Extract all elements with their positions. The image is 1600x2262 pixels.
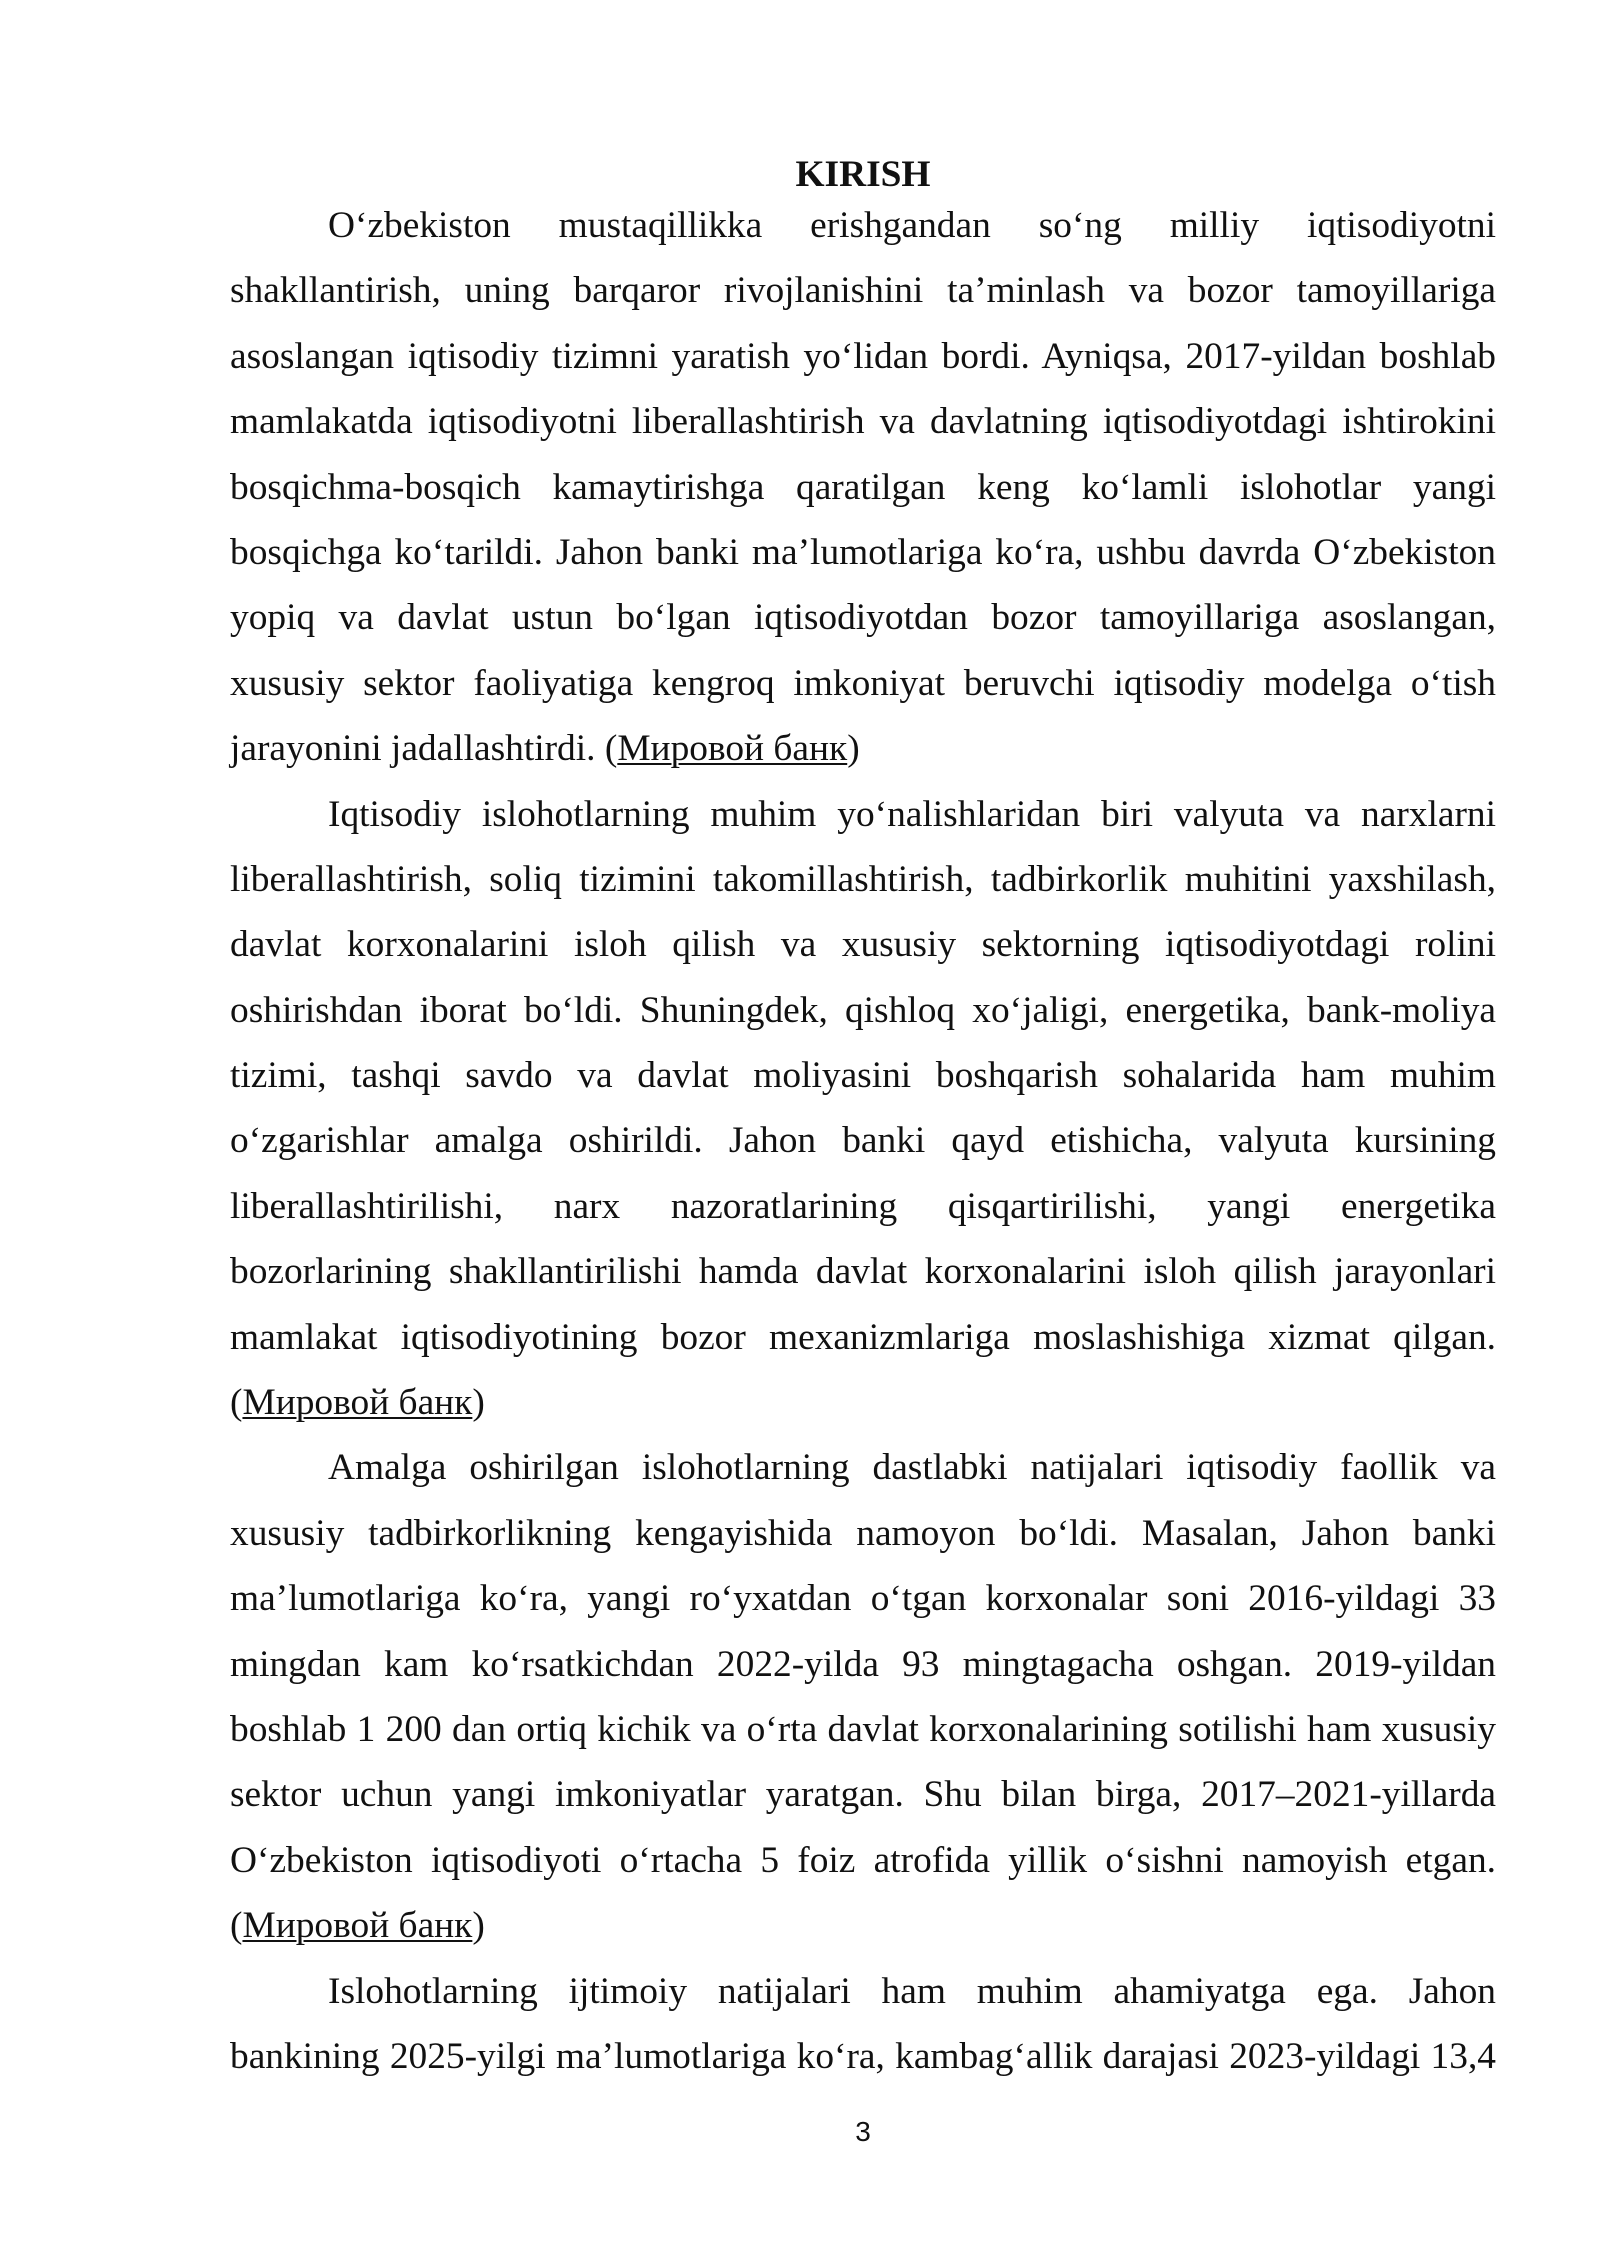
- paragraph-line: yopiq va davlat ustun bo‘lgan iqtisodiyotdan bozor tamoyillariga asoslangan,: [230, 597, 1496, 639]
- paragraph-line: mamlakatda iqtisodiyotni liberallashtirish va davlatning iqtisodiyotdagi ishtirokini: [230, 401, 1496, 443]
- paragraph-line: bosqichga ko‘tarildi. Jahon banki ma’lumotlariga ko‘ra, ushbu davrda O‘zbekiston: [230, 531, 1496, 573]
- citation-open-paren: (: [230, 1905, 243, 1947]
- citation-close-paren: ): [472, 1905, 485, 1947]
- paragraph-2: [230, 782, 1496, 1436]
- citation-close-paren: ): [847, 728, 860, 770]
- paragraph-line: xususiy sektor faoliyatiga kengroq imkoniyat beruvchi iqtisodiy modelga o‘tish: [230, 662, 1496, 704]
- paragraph-line: davlat korxonalarini isloh qilish va xususiy sektorning iqtisodiyotdagi rolini: [230, 924, 1496, 966]
- paragraph-line: mamlakat iqtisodiyotining bozor mexanizmlariga moslashishiga xizmat qilgan.: [230, 1316, 1496, 1358]
- paragraph-line-text: jarayonini jadallashtirdi.: [230, 728, 596, 770]
- paragraph-line: sektor uchun yangi imkoniyatlar yaratgan. Shu bilan birga, 2017–2021-yillarda: [230, 1774, 1496, 1816]
- document-body: [230, 193, 1496, 2089]
- paragraph-line: Amalga oshirilgan islohotlarning dastlabki natijalari iqtisodiy faollik va: [328, 1447, 1496, 1489]
- paragraph-line: Iqtisodiy islohotlarning muhim yo‘nalishlaridan biri valyuta va narxlarni: [328, 793, 1496, 835]
- paragraph-4: [230, 1959, 1496, 2090]
- paragraph-line: liberallashtirilishi, narx nazoratlarining qisqartirilishi, yangi energetika: [230, 1185, 1496, 1227]
- citation-open-paren: (: [230, 1382, 243, 1424]
- paragraph-line: asoslangan iqtisodiy tizimni yaratish yo‘lidan bordi. Ayniqsa, 2017-yildan boshlab: [230, 335, 1496, 377]
- citation-link[interactable]: Мировой банк: [242, 1382, 473, 1424]
- paragraph-line: bankining 2025-yilgi ma’lumotlariga ko‘ra, kambag‘allik darajasi 2023-yildagi 13,4: [230, 2035, 1496, 2077]
- paragraph-line: boshlab 1 200 dan ortiq kichik va o‘rta davlat korxonalarining sotilishi ham xususiy: [230, 1708, 1496, 1750]
- paragraph-1: [230, 193, 1496, 782]
- paragraph-line: oshirishdan iborat bo‘ldi. Shuningdek, qishloq xo‘jaligi, energetika, bank-moliya: [230, 989, 1496, 1031]
- paragraph-line: tizimi, tashqi savdo va davlat moliyasini boshqarish sohalarida ham muhim: [230, 1055, 1496, 1097]
- citation-link[interactable]: Мировой банк: [617, 728, 848, 770]
- paragraph-line: bosqichma-bosqich kamaytirishga qaratilgan keng ko‘lamli islohotlar yangi: [230, 466, 1496, 508]
- paragraph-line: liberallashtirish, soliq tizimini takomillashtirish, tadbirkorlik muhitini yaxshilash,: [230, 858, 1496, 900]
- paragraph-3: [230, 1435, 1496, 1958]
- citation-close-paren: ): [472, 1382, 485, 1424]
- paragraph-last-line: [230, 1370, 1496, 1435]
- citation-link[interactable]: Мировой банк: [242, 1905, 473, 1947]
- paragraph-line: mingdan kam ko‘rsatkichdan 2022-yilda 93 mingtagacha oshgan. 2019-yildan: [230, 1643, 1496, 1685]
- paragraph-line: O‘zbekiston mustaqillikka erishgandan so‘ng milliy iqtisodiyotni: [328, 205, 1496, 246]
- page-title: KIRISH: [795, 154, 931, 195]
- citation-open-paren: (: [604, 728, 618, 770]
- paragraph-line: O‘zbekiston iqtisodiyoti o‘rtacha 5 foiz atrofida yillik o‘sishni namoyish etgan.: [230, 1839, 1496, 1881]
- paragraph-line: bozorlarining shakllantirilishi hamda davlat korxonalarini isloh qilish jarayonlari: [230, 1251, 1496, 1293]
- page-number: 3: [855, 2116, 871, 2147]
- paragraph-line: Islohotlarning ijtimoiy natijalari ham muhim ahamiyatga ega. Jahon: [328, 1970, 1496, 2012]
- paragraph-line: shakllantirish, uning barqaror rivojlanishini ta’minlash va bozor tamoyillariga: [230, 270, 1496, 312]
- paragraph-line: o‘zgarishlar amalga oshirildi. Jahon banki qayd etishicha, valyuta kursining: [230, 1120, 1496, 1162]
- paragraph-line: xususiy tadbirkorlikning kengayishida namoyon bo‘ldi. Masalan, Jahon banki: [230, 1512, 1496, 1554]
- paragraph-line: ma’lumotlariga ko‘ra, yangi ro‘yxatdan o‘tgan korxonalar soni 2016-yildagi 33: [230, 1578, 1496, 1620]
- paragraph-last-line: [230, 716, 1496, 781]
- paragraph-last-line: [230, 1893, 1496, 1958]
